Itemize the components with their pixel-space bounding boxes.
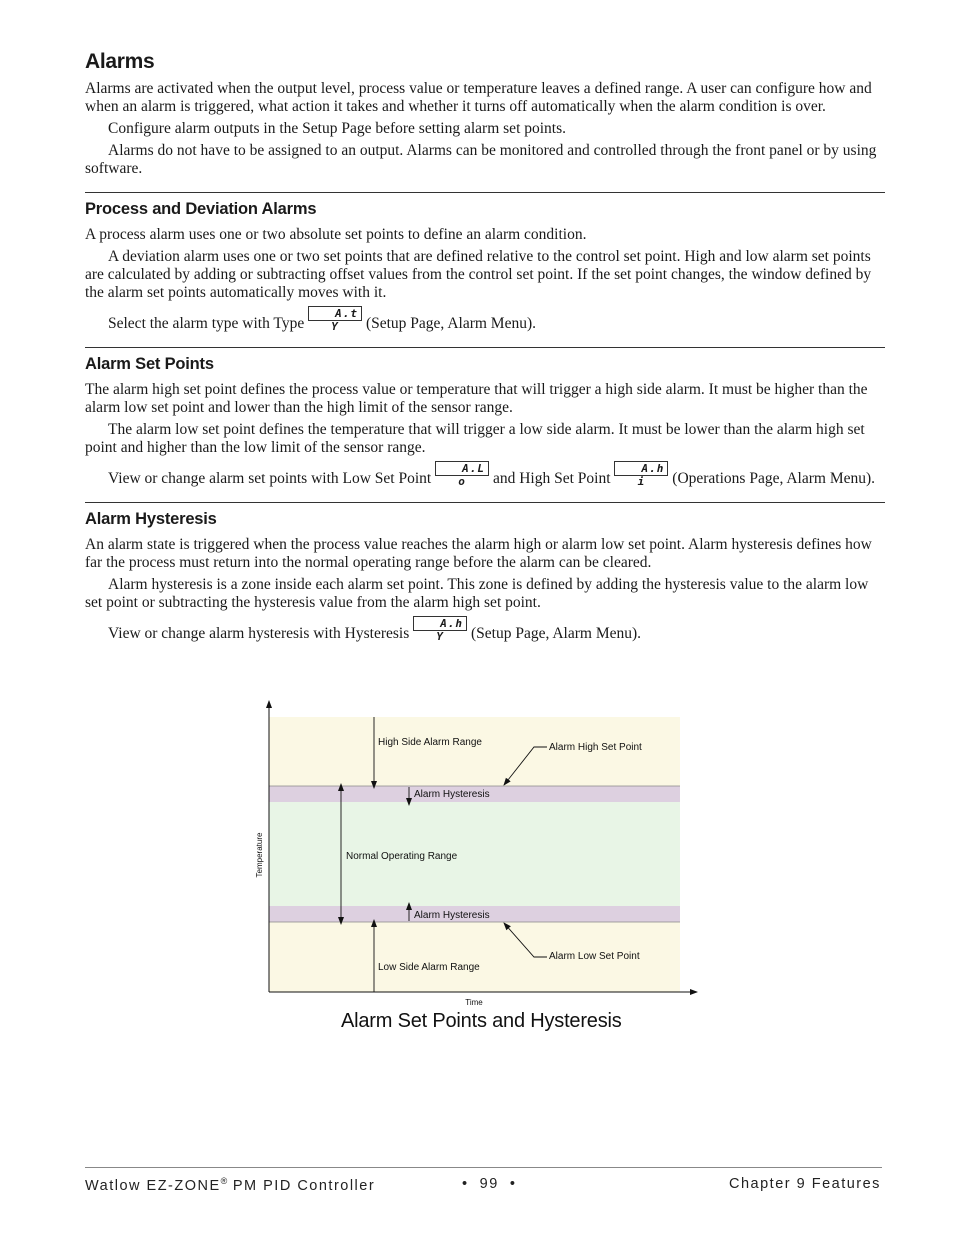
top-hysteresis-label: Alarm Hysteresis	[414, 789, 490, 800]
process-paragraph-3	[85, 306, 885, 333]
section-heading-hysteresis: Alarm Hysteresis	[85, 510, 217, 528]
section-divider	[85, 502, 885, 503]
high-set-point-label: Alarm High Set Point	[549, 742, 642, 753]
process-p3-text: Select the alarm type with Type	[108, 315, 305, 332]
alarm-type-lcd-code: A.t Y	[308, 306, 362, 321]
hysteresis-paragraph-3	[85, 616, 885, 643]
section-heading-setpoints: Alarm Set Points	[85, 355, 214, 373]
process-paragraph-1: A process alarm uses one or two absolute set points to define an alarm condition.	[85, 226, 587, 243]
high-set-point-lcd-code: A.h i	[614, 461, 668, 476]
footer-product-rest: PM PID Controller	[227, 1177, 376, 1194]
x-axis-label: Time	[465, 998, 483, 1007]
setpoints-p3-mid: and High Set Point	[492, 470, 611, 487]
footer-divider	[85, 1167, 882, 1168]
figure-caption: Alarm Set Points and Hysteresis	[341, 1010, 622, 1032]
low-side-range-label: Low Side Alarm Range	[378, 962, 480, 973]
footer-chapter: Chapter 9 Features	[729, 1176, 881, 1192]
registered-mark: ®	[220, 1176, 228, 1186]
normal-operating-zone	[269, 802, 680, 906]
section-divider	[85, 347, 885, 348]
footer-brand: Watlow EZ-ZONE	[85, 1177, 221, 1194]
page-content	[85, 50, 885, 647]
low-set-point-label: Alarm Low Set Point	[549, 951, 640, 962]
section-heading-process: Process and Deviation Alarms	[85, 200, 317, 218]
process-p3-text-after: (Setup Page, Alarm Menu).	[365, 315, 536, 332]
y-axis-label: Temperature	[255, 832, 264, 878]
hysteresis-paragraph-1: An alarm state is triggered when the process value reaches the alarm high or alarm low set point. Alarm hysteresis defines how far the process must return into the normal operating range before the alarm can be cleared.	[85, 536, 872, 571]
high-side-range-label: High Side Alarm Range	[378, 737, 482, 748]
setpoints-p3-after: (Operations Page, Alarm Menu).	[672, 470, 876, 487]
low-set-point-lcd-code: A.L o	[435, 461, 489, 476]
alarm-hysteresis-diagram	[250, 695, 710, 1010]
setpoints-paragraph-1: The alarm high set point defines the process value or temperature that will trigger a high side alarm. It must be higher than the alarm low set point and lower than the high limit of the sensor range.	[85, 381, 868, 416]
hysteresis-p3-after: (Setup Page, Alarm Menu).	[471, 625, 642, 642]
section-divider	[85, 192, 885, 193]
footer-product	[85, 1176, 375, 1194]
setpoints-paragraph-2: The alarm low set point defines the temperature that will trigger a low side alarm. It must be lower than the alarm high set point and higher than the low limit of the sensor range.	[85, 421, 865, 456]
normal-range-label: Normal Operating Range	[346, 851, 458, 862]
intro-paragraph-3: Alarms do not have to be assigned to an output. Alarms can be monitored and controlled through the front panel or by using software.	[85, 142, 877, 177]
intro-paragraph-2: Configure alarm outputs in the Setup Page before setting alarm set points.	[108, 120, 567, 137]
intro-paragraph-1: Alarms are activated when the output level, process value or temperature leaves a defined range. A user can configure how and when an alarm is triggered, what action it takes and whether it turns off automatically when the alarm condition is over.	[85, 80, 872, 115]
setpoints-paragraph-3	[85, 461, 885, 488]
process-paragraph-2: A deviation alarm uses one or two set points that are defined relative to the control set point. High and low alarm set points are calculated by adding or subtracting offset values from the control set point. If the set point changes, the window defined by the alarm set points automatically moves with it.	[85, 248, 872, 301]
hysteresis-lcd-code: A.h Y	[413, 616, 467, 631]
hysteresis-paragraph-2: Alarm hysteresis is a zone inside each alarm set point. This zone is defined by adding the hysteresis value to the alarm low set point or subtracting the hysteresis value from the alarm high set point.	[85, 576, 869, 611]
hysteresis-p3-text: View or change alarm hysteresis with Hysteresis	[108, 625, 410, 642]
setpoints-p3-text: View or change alarm set points with Low Set Point	[108, 470, 432, 487]
footer-page-number: • 99 •	[462, 1176, 517, 1192]
page-title: Alarms	[85, 50, 155, 73]
bottom-hysteresis-label: Alarm Hysteresis	[414, 910, 490, 921]
